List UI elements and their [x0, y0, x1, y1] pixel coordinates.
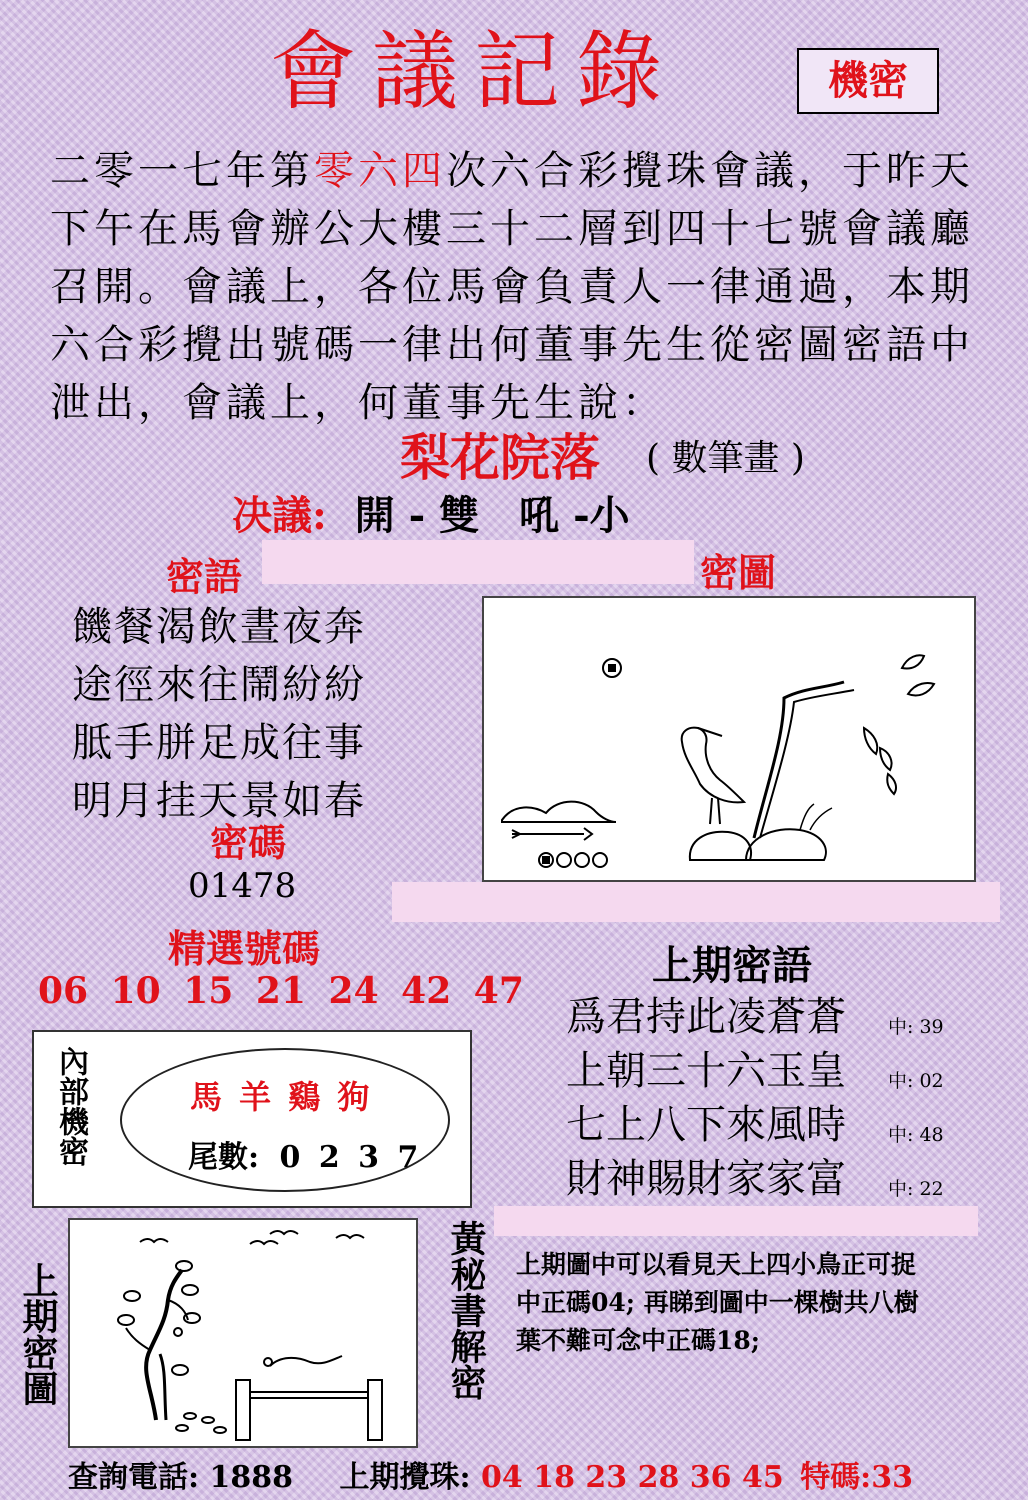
tail-value: 0 2 3 7	[279, 1140, 419, 1175]
redaction-bar	[392, 882, 1000, 922]
previous-picture	[68, 1218, 418, 1448]
heron-drawing	[484, 598, 974, 880]
previous-words-label: 上期密語	[652, 942, 812, 989]
secretary-line: 上期圖中可以看見天上四小鳥正可捉	[516, 1250, 917, 1279]
resolution-value: 開 - 雙 吼 -小	[354, 492, 630, 539]
selected-numbers-label: 精選號碼	[168, 926, 321, 971]
riddle-text: 梨花院落	[400, 428, 600, 487]
secret-words-label: 密語	[166, 554, 243, 599]
previous-words-list	[566, 990, 944, 1206]
previous-line: 財神賜財家家富	[566, 1156, 846, 1202]
birds-tree-drawing	[70, 1220, 416, 1446]
poem-line: 明月挂天景如春	[72, 778, 366, 824]
secret-picture-label: 密圖	[700, 550, 777, 595]
internal-label: 內部機密	[53, 1046, 88, 1166]
resolution-label: 决議:	[232, 492, 327, 539]
resolution	[232, 484, 630, 541]
phone-label: 查詢電話:	[68, 1460, 200, 1495]
secret-code-value: 01478	[188, 866, 297, 906]
poem-line: 途徑來往鬧紛紛	[72, 662, 366, 708]
issue-number: 零六四	[314, 148, 446, 194]
zodiac-ellipse	[120, 1048, 450, 1192]
secret-picture	[482, 596, 976, 882]
page-title: 會議記錄	[270, 22, 678, 122]
special-label: 特碼:	[800, 1460, 872, 1495]
previous-result: 中: 39	[888, 1016, 944, 1038]
selected-numbers: 06 10 15 21 24 42 47	[38, 970, 524, 1012]
confidential-badge: 機密	[797, 48, 939, 114]
secret-code-label: 密碼	[210, 820, 287, 865]
previous-result: 中: 22	[888, 1178, 944, 1200]
secret-poem	[72, 598, 366, 830]
riddle-hint: ( 數筆畫 )	[646, 438, 805, 479]
previous-line: 爲君持此凌蒼蒼	[566, 994, 846, 1040]
secretary-line: 葉不難可念中正碼18;	[516, 1326, 761, 1355]
special-number: 33	[871, 1460, 914, 1495]
intro-paragraph	[50, 142, 1000, 432]
internal-secret-box	[32, 1030, 472, 1208]
redaction-bar	[262, 540, 694, 584]
phone-number: 1888	[209, 1460, 294, 1495]
previous-picture-label: 上期密圖	[17, 1262, 59, 1406]
draw-label: 上期攪珠:	[339, 1460, 471, 1495]
list-item	[566, 1152, 944, 1206]
intro-text-start: 二零一七年第	[50, 148, 314, 194]
previous-line: 上朝三十六玉皇	[566, 1048, 846, 1094]
footer	[68, 1452, 913, 1496]
secretary-label: 黃秘書解密	[445, 1220, 487, 1400]
poem-line: 胝手胼足成往事	[72, 720, 366, 766]
intro-text-rest: 次六合彩攪珠會議，于昨天下午在馬會辦公大樓三十二層到四十七號會議廳召開。會議上，各位馬會負責人一律通過，本期六合彩攪出號碼一律出何董事先生從密圖密語中泄出，會議上，何董事先生說：	[50, 148, 974, 426]
list-item	[566, 1098, 944, 1152]
previous-line: 七上八下來風時	[566, 1102, 846, 1148]
zodiac-list: 馬 羊 鷄 狗	[190, 1078, 370, 1116]
previous-result: 中: 48	[888, 1124, 944, 1146]
tail-numbers	[188, 1132, 418, 1176]
secretary-text	[516, 1246, 919, 1360]
draw-numbers: 04 18 23 28 36 45	[481, 1460, 784, 1495]
secretary-line: 中正碼04; 再睇到圖中一棵樹共八樹	[516, 1288, 919, 1317]
list-item	[566, 1044, 944, 1098]
previous-result: 中: 02	[888, 1070, 944, 1092]
poem-line: 饑餐渴飲晝夜奔	[72, 604, 366, 650]
tail-label: 尾數:	[188, 1140, 260, 1175]
list-item	[566, 990, 944, 1044]
